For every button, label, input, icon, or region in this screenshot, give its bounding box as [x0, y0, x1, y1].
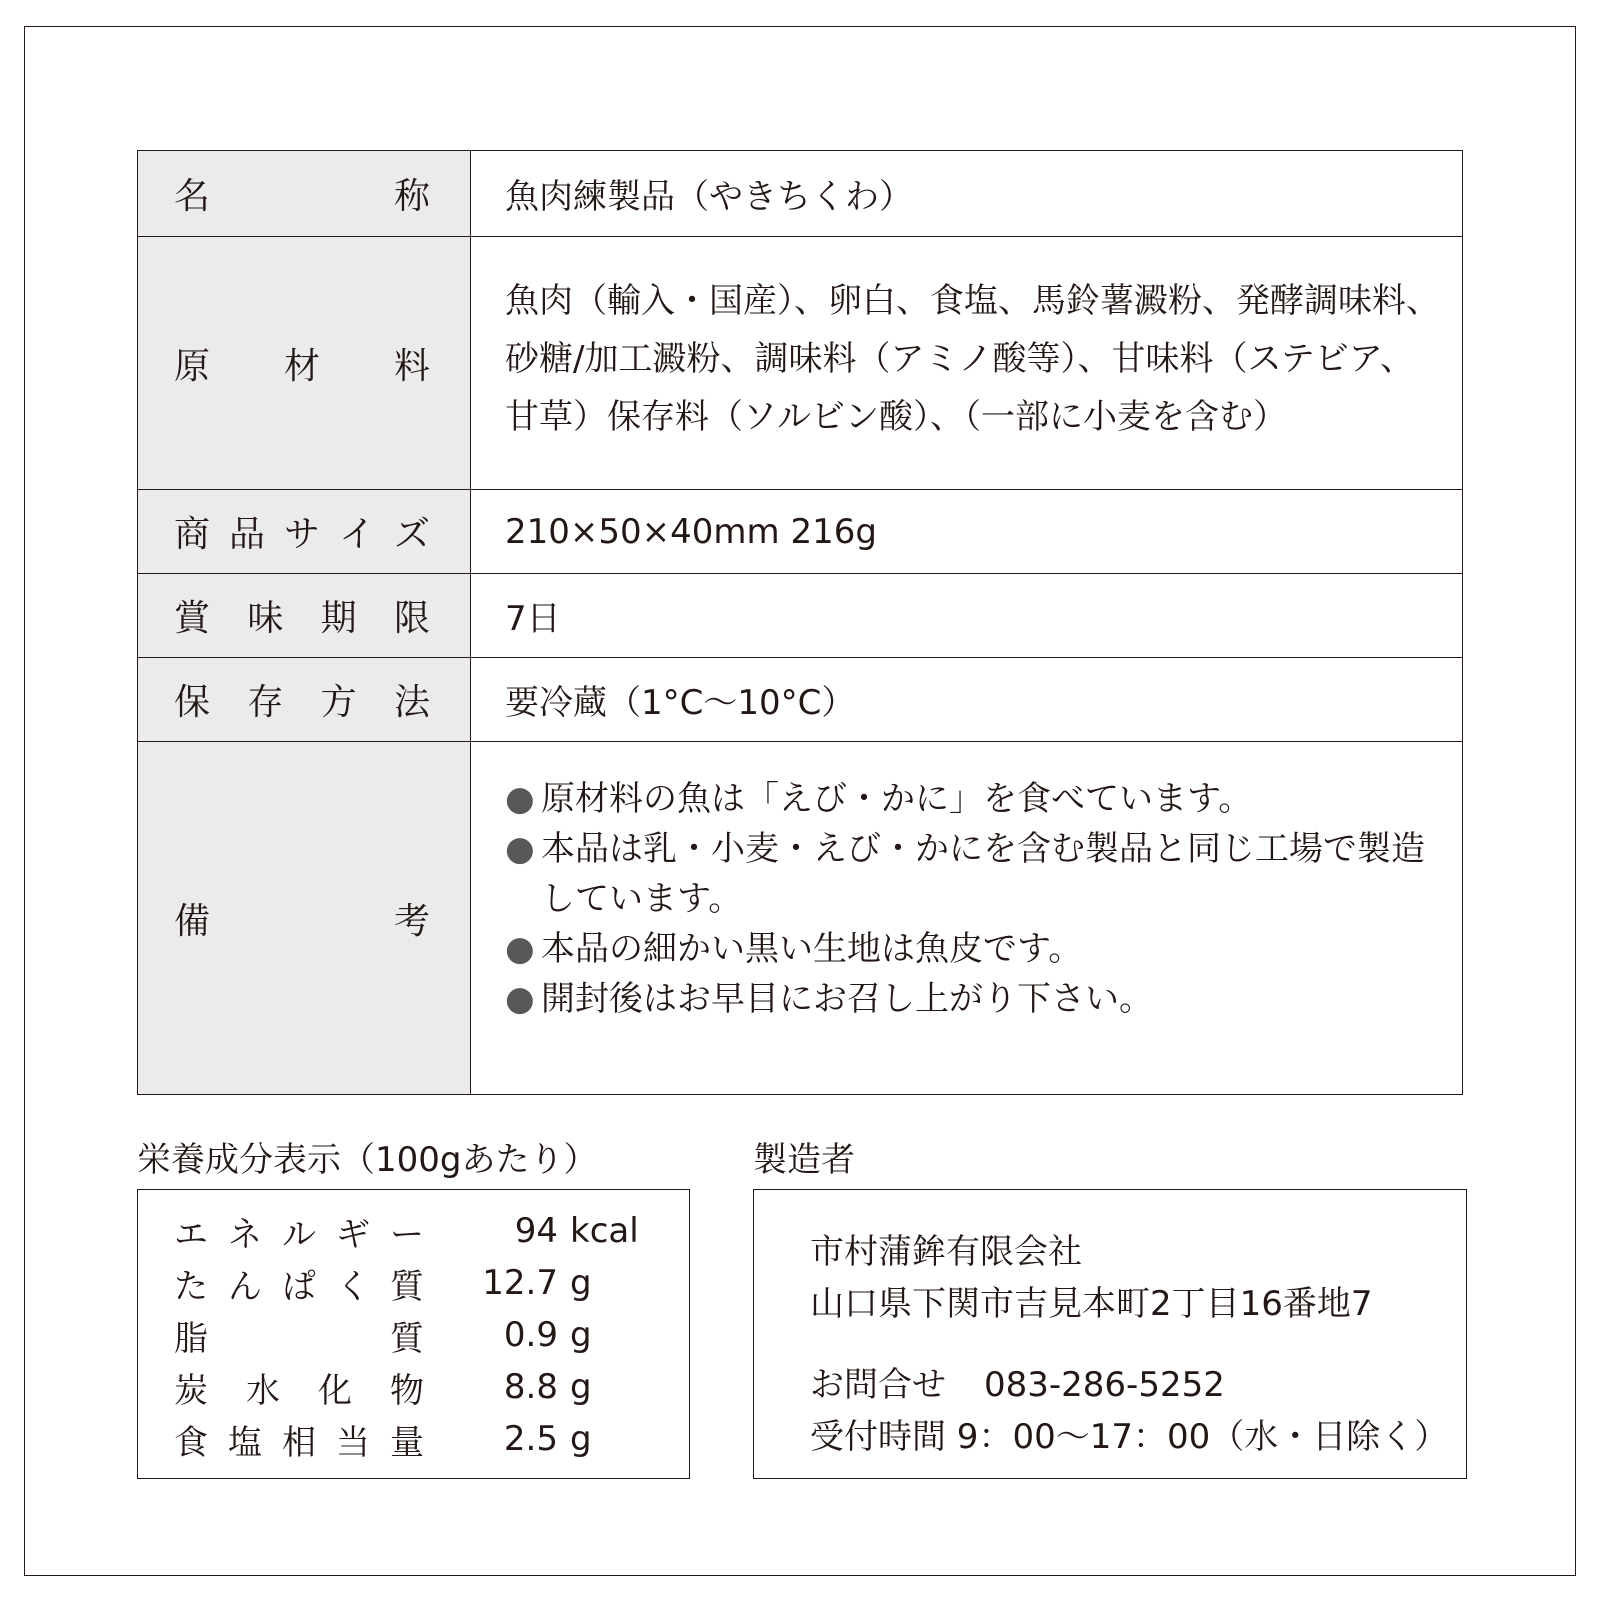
size-value: 210×50×40mm 216g: [471, 490, 1463, 574]
label-char: 食: [174, 1422, 208, 1463]
spec-row-notes: [138, 742, 1463, 1095]
nutrition-row-fat: [174, 1309, 592, 1361]
label-char: 原: [174, 345, 211, 387]
nutrition-value: [454, 1419, 592, 1459]
nutrition-box: [137, 1189, 690, 1479]
ingredients-line: 魚肉（輸入・国産）、卵白、食塩、馬鈴薯澱粉、発酵調味料、: [505, 281, 1440, 321]
manufacturer-box: [753, 1189, 1467, 1479]
label-char: 材: [283, 345, 320, 387]
note-item: [505, 924, 1442, 974]
bullet-icon: ●: [505, 929, 535, 969]
label-char: 名: [174, 176, 211, 217]
label-char: 品: [228, 514, 265, 555]
nutrition-unit: g: [570, 1367, 592, 1407]
storage-value: 要冷蔵（1°C～10°C）: [471, 658, 1463, 742]
label-char: 炭: [174, 1370, 208, 1411]
nutrition-label: [174, 1259, 424, 1308]
label-char: 期: [320, 598, 357, 639]
note-item: [505, 824, 1442, 924]
label-char: 考: [393, 900, 430, 942]
nutrition-value: [454, 1315, 592, 1355]
label-char: 賞: [174, 598, 211, 639]
name-label: [138, 151, 471, 237]
reception-hours: 受付時間 9：00～17：00（水・日除く）: [810, 1417, 1449, 1457]
label-char: ズ: [393, 514, 430, 555]
label-char: 物: [390, 1370, 424, 1411]
label-char: ん: [228, 1266, 262, 1307]
label-char: 方: [320, 682, 357, 723]
nutrition-label: [174, 1415, 424, 1464]
company-name: 市村蒲鉾有限会社: [810, 1232, 1082, 1272]
nutrition-number: 2.5: [503, 1419, 558, 1459]
note-item: [505, 974, 1442, 1024]
contact-line: [810, 1357, 1225, 1406]
size-label: [138, 490, 471, 574]
spec-row-name: [138, 151, 1463, 237]
nutrition-number: 0.9: [503, 1315, 558, 1355]
label-char: 質: [390, 1318, 424, 1359]
nutrition-label: [174, 1363, 424, 1412]
label-char: 味: [247, 598, 284, 639]
spec-row-expiry: [138, 574, 1463, 658]
nutrition-value: [454, 1263, 592, 1303]
nutrition-row-energy: [174, 1205, 639, 1257]
nutrition-value: [454, 1211, 639, 1251]
note-text: 開封後はお早目にお召し上がり下さい。: [541, 979, 1153, 1019]
label-char: 塩: [228, 1422, 262, 1463]
notes-value: [471, 742, 1463, 1095]
label-char: ネ: [228, 1214, 262, 1255]
label-char: 相: [282, 1422, 316, 1463]
ingredients-value: [471, 237, 1463, 490]
notes-label: [138, 742, 471, 1095]
note-text: 本品の細かい黒い生地は魚皮です。: [541, 929, 1083, 969]
label-char: ー: [390, 1214, 424, 1255]
expiry-label: [138, 574, 471, 658]
company-address: 山口県下関市吉見本町2丁目16番地7: [810, 1284, 1373, 1324]
label-char: 当: [336, 1422, 370, 1463]
label-char: た: [174, 1266, 208, 1307]
nutrition-number: 12.7: [482, 1263, 558, 1303]
nutrition-unit: kcal: [570, 1211, 639, 1251]
nutrition-unit: g: [570, 1315, 592, 1355]
spec-row-storage: [138, 658, 1463, 742]
label-char: ル: [282, 1214, 316, 1255]
label-char: 化: [318, 1370, 352, 1411]
spec-row-ingredients: [138, 237, 1463, 490]
note-text: 本品は乳・小麦・えび・かにを含む製品と同じ工場で製造: [541, 829, 1425, 869]
phone-number[interactable]: 083-286-5252: [984, 1365, 1225, 1405]
label-char: 料: [393, 345, 430, 387]
bullet-icon: ●: [505, 829, 535, 869]
label-char: 法: [393, 682, 430, 723]
spec-row-size: [138, 490, 1463, 574]
expiry-value: 7日: [471, 574, 1463, 658]
label-char: 質: [390, 1266, 424, 1307]
label-char: 脂: [174, 1318, 208, 1359]
nutrition-unit: g: [570, 1419, 592, 1459]
nutrition-value: [454, 1367, 592, 1407]
nutrition-label: [174, 1311, 424, 1360]
label-char: 商: [174, 514, 211, 555]
label-char: イ: [338, 514, 375, 555]
manufacturer-title: 製造者: [753, 1140, 855, 1180]
nutrition-title: 栄養成分表示（100gあたり）: [137, 1140, 598, 1180]
bullet-icon: ●: [505, 779, 535, 819]
nutrition-row-salt: [174, 1413, 592, 1465]
label-char: 称: [393, 176, 430, 217]
label-char: 限: [393, 598, 430, 639]
label-char: 水: [246, 1370, 280, 1411]
ingredients-label: [138, 237, 471, 490]
name-value: 魚肉練製品（やきちくわ）: [471, 151, 1463, 237]
label-char: サ: [283, 514, 320, 555]
label-char: 存: [247, 682, 284, 723]
nutrition-label: [174, 1207, 424, 1256]
bullet-icon: ●: [505, 979, 535, 1019]
label-char: 量: [390, 1422, 424, 1463]
nutrition-number: 8.8: [503, 1367, 558, 1407]
label-char: く: [336, 1266, 370, 1307]
nutrition-unit: g: [570, 1263, 592, 1303]
note-text: 原材料の魚は「えび・かに」を食べています。: [541, 779, 1253, 819]
nutrition-row-protein: [174, 1257, 592, 1309]
label-char: 備: [174, 900, 211, 942]
label-char: 保: [174, 682, 211, 723]
product-spec-table: [137, 150, 1463, 1095]
nutrition-number: 94: [514, 1211, 558, 1251]
label-char: エ: [174, 1214, 208, 1255]
label-char: ギ: [336, 1214, 370, 1255]
storage-label: [138, 658, 471, 742]
nutrition-row-carbs: [174, 1361, 592, 1413]
ingredients-line: 砂糖/加工澱粉、調味料（アミノ酸等）、甘味料（ステビア、: [505, 339, 1415, 379]
note-item: [505, 774, 1442, 824]
ingredients-line: 甘草）保存料（ソルビン酸）、（一部に小麦を含む）: [505, 397, 1287, 437]
label-char: ぱ: [282, 1266, 316, 1307]
contact-label: お問合せ: [810, 1365, 946, 1405]
note-text: しています。: [541, 879, 743, 919]
